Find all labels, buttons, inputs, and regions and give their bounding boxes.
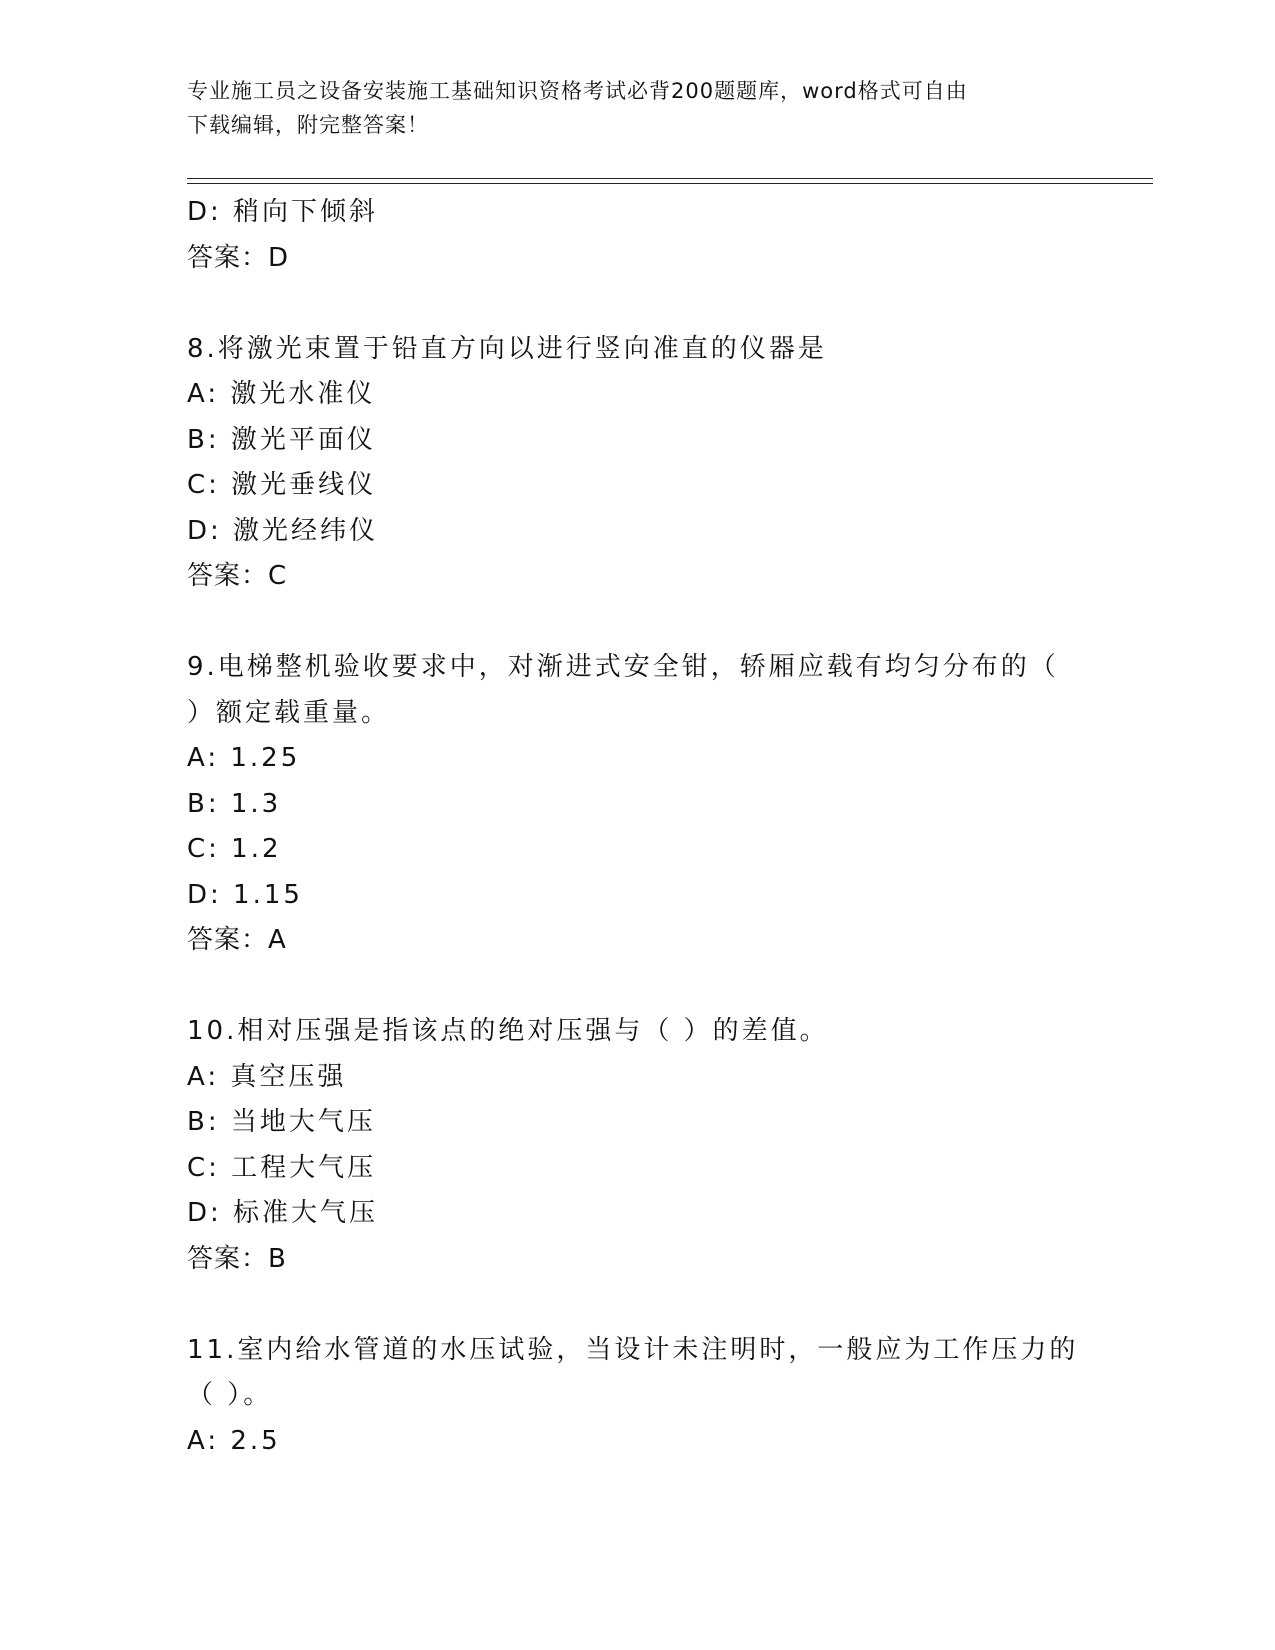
question-text-line-2: （ ）。 [187, 1380, 273, 1410]
option-c: C: 工程大气压 [187, 1152, 377, 1183]
option-a: A: 真空压强 [187, 1061, 347, 1092]
question-list [187, 190, 1087, 1464]
option-a: A: 1.25 [187, 743, 301, 773]
option-d: D: 标准大气压 [187, 1198, 379, 1228]
question-text-line-2: ）额定载重量。 [187, 697, 391, 728]
option-d: D: 稍向下倾斜 [187, 197, 379, 227]
answer: 答案：B [187, 1243, 287, 1274]
question-10 [187, 1009, 1087, 1282]
document-header [187, 74, 1067, 142]
question-11 [187, 1328, 1087, 1465]
option-b: B: 当地大气压 [187, 1107, 376, 1137]
header-divider-top [187, 178, 1153, 179]
question-8 [187, 327, 1087, 600]
answer: 答案：A [187, 925, 287, 955]
option-c: C: 1.2 [187, 834, 282, 864]
spacer [187, 281, 1087, 327]
answer: 答案：C [187, 561, 288, 591]
header-line-2: 下载编辑，附完整答案！ [187, 113, 429, 137]
option-a: A: 激光水准仪 [187, 379, 376, 409]
question-text-line-1: 9.电梯整机验收要求中，对渐进式安全钳，轿厢应载有均匀分布的（ [187, 652, 1059, 682]
option-d: D: 1.15 [187, 879, 303, 910]
option-a: A: 2.5 [187, 1425, 281, 1456]
header-line-1: 专业施工员之设备安装施工基础知识资格考试必背200题题库，word格式可自由 [187, 79, 968, 103]
question-text: 8.将激光束置于铅直方向以进行竖向准直的仪器是 [187, 333, 827, 364]
option-c: C: 激光垂线仪 [187, 470, 377, 500]
spacer [187, 964, 1087, 1010]
question-9 [187, 645, 1087, 964]
answer: 答案：D [187, 242, 290, 273]
option-d: D: 激光经纬仪 [187, 515, 379, 546]
spacer [187, 600, 1087, 646]
header-divider-bottom [187, 183, 1153, 184]
option-b: B: 1.3 [187, 788, 282, 819]
previous-question-tail [187, 190, 1087, 281]
option-b: B: 激光平面仪 [187, 424, 376, 455]
question-text: 10.相对压强是指该点的绝对压强与（ ）的差值。 [187, 1016, 829, 1046]
question-text-line-1: 11.室内给水管道的水压试验，当设计未注明时，一般应为工作压力的 [187, 1334, 1079, 1365]
spacer [187, 1282, 1087, 1328]
